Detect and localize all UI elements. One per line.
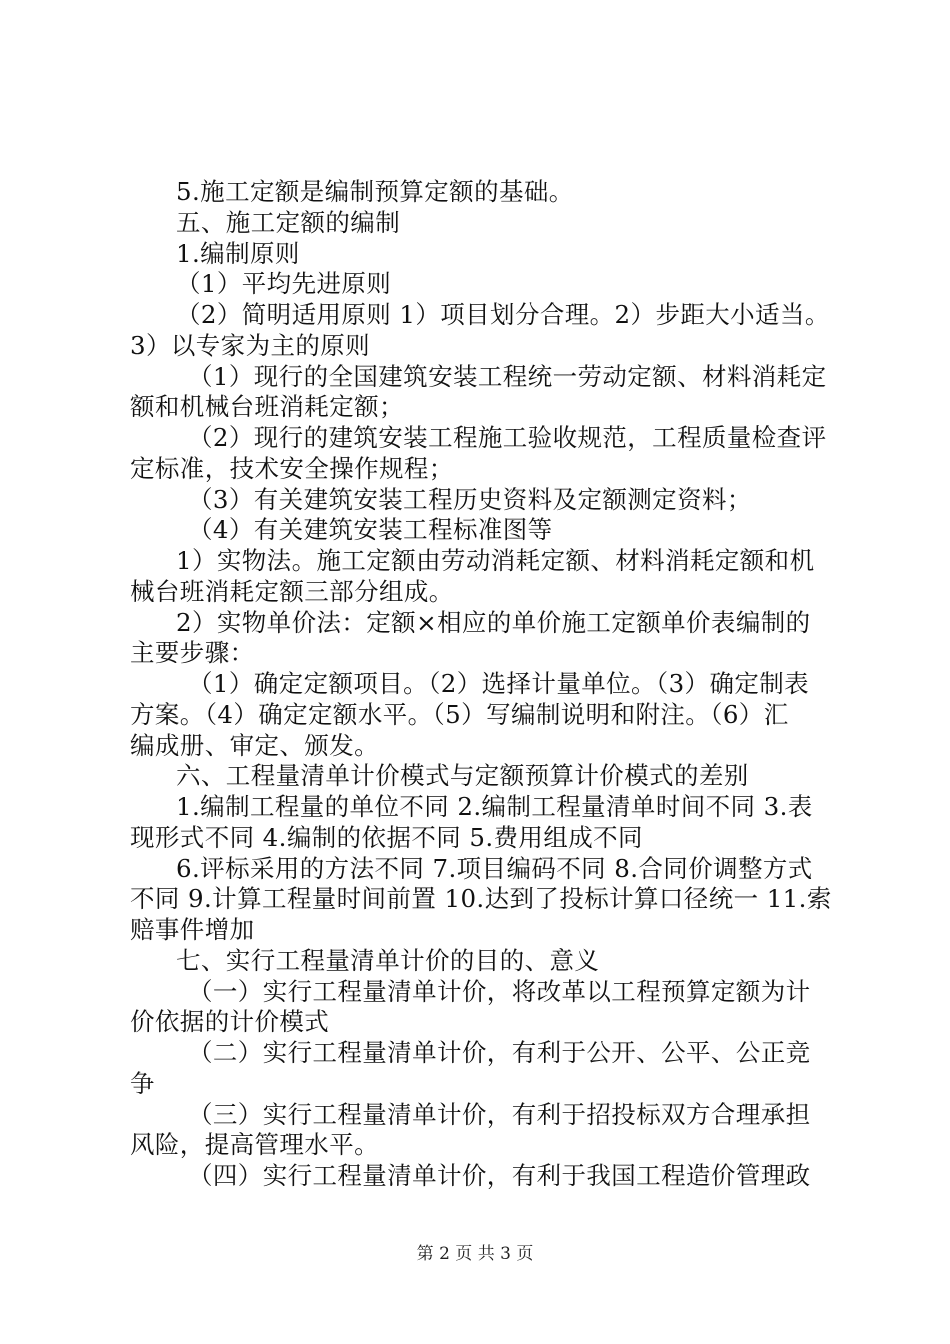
text-line: 1.编制工程量的单位不同 2.编制工程量清单时间不同 3.表 [176, 792, 813, 821]
page-footer: 第 2 页 共 3 页 [416, 1244, 534, 1264]
text-line: （1）现行的全国建筑安装工程统一劳动定额、材料消耗定 [188, 362, 827, 391]
text-line: （四）实行工程量清单计价，有利于我国工程造价管理政 [188, 1161, 811, 1190]
text-line: 方案。（4）确定定额水平。（5）写编制说明和附注。（6）汇 [130, 700, 789, 729]
text-line: 价依据的计价模式 [130, 1007, 330, 1036]
text-line: 定标准，技术安全操作规程； [130, 454, 454, 483]
text-line: 械台班消耗定额三部分组成。 [130, 577, 454, 606]
text-line: 2）实物单价法：定额×相应的单价施工定额单价表编制的 [176, 608, 811, 637]
text-line: 现形式不同 4.编制的依据不同 5.费用组成不同 [130, 823, 643, 852]
text-line: （2）现行的建筑安装工程施工验收规范，工程质量检查评 [188, 423, 827, 452]
text-line: （一）实行工程量清单计价，将改革以工程预算定额为计 [188, 977, 811, 1006]
text-line: （1）平均先进原则 [176, 269, 392, 298]
text-line: （二）实行工程量清单计价，有利于公开、公平、公正竞 [188, 1038, 811, 1067]
text-line: 争 [130, 1069, 155, 1098]
text-line: （3）有关建筑安装工程历史资料及定额测定资料； [188, 485, 752, 514]
text-line: （4）有关建筑安装工程标准图等 [188, 515, 553, 544]
section-heading: 六、工程量清单计价模式与定额预算计价模式的差别 [176, 761, 749, 790]
text-line: 赔事件增加 [130, 915, 255, 944]
text-line: 编成册、审定、颁发。 [130, 731, 379, 760]
section-heading: 七、实行工程量清单计价的目的、意义 [176, 946, 600, 975]
text-line: 1）实物法。施工定额由劳动消耗定额、材料消耗定额和机 [176, 546, 815, 575]
text-line: 主要步骤： [130, 638, 255, 667]
text-line: （三）实行工程量清单计价，有利于招投标双方合理承担 [188, 1100, 811, 1129]
section-heading: 五、施工定额的编制 [176, 208, 401, 237]
text-line: 3）以专家为主的原则 [130, 331, 371, 360]
text-line: 6.评标采用的方法不同 7.项目编码不同 8.合同价调整方式 [176, 854, 813, 883]
text-line: （2）简明适用原则 1）项目划分合理。2）步距大小适当。 [176, 300, 830, 329]
text-line: 5.施工定额是编制预算定额的基础。 [176, 177, 574, 206]
text-line: 风险，提高管理水平。 [130, 1130, 379, 1159]
text-line: 额和机械台班消耗定额； [130, 392, 404, 421]
text-line: 1.编制原则 [176, 239, 300, 268]
text-line: （1）确定定额项目。（2）选择计量单位。（3）确定制表 [188, 669, 810, 698]
text-line: 不同 9.计算工程量时间前置 10.达到了投标计算口径统一 11.索 [130, 884, 832, 913]
